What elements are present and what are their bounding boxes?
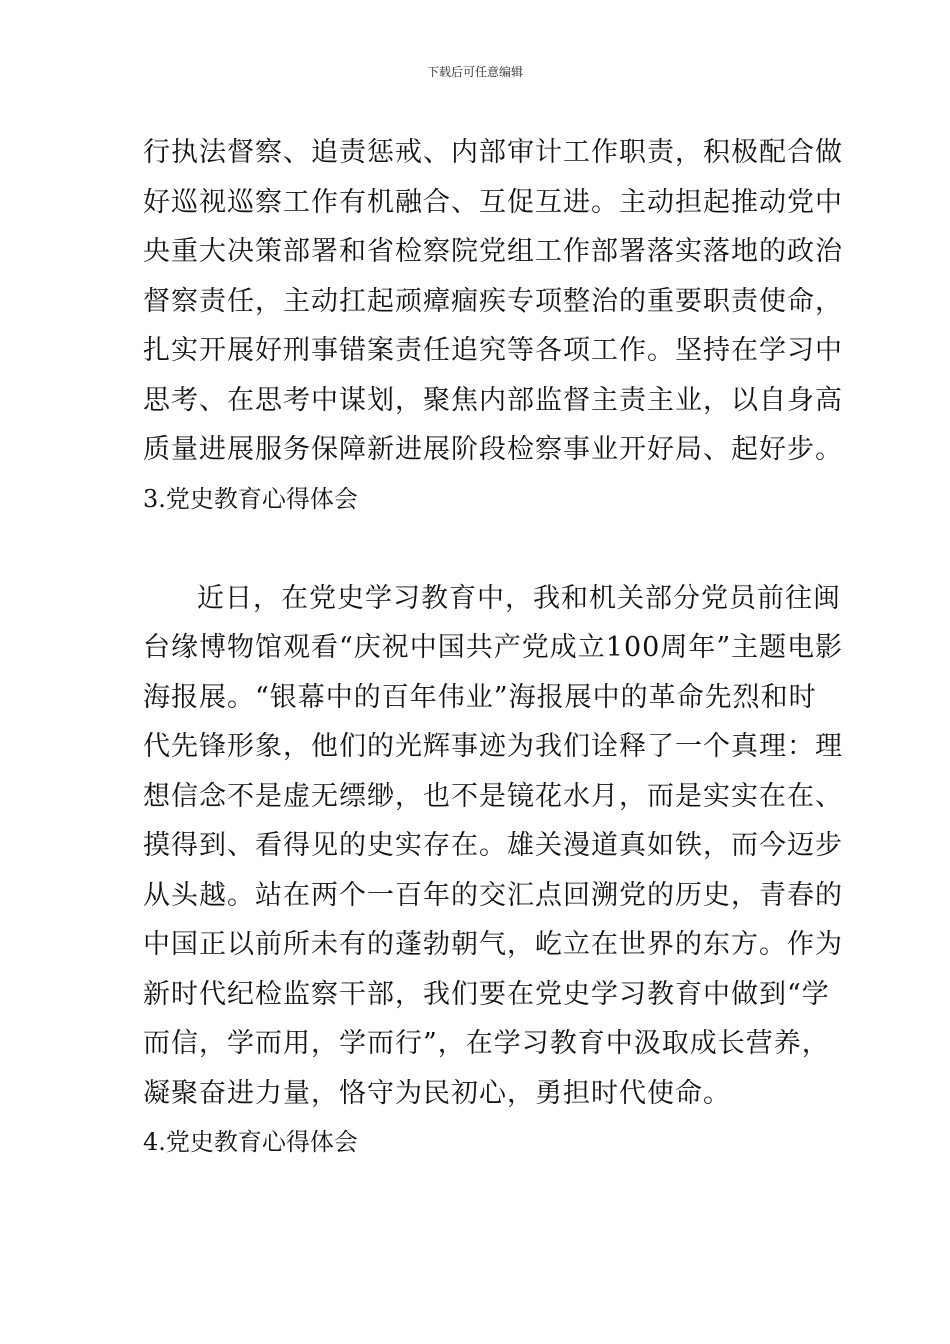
text-line: 质量进展服务保障新进展阶段检察事业开好局、起好步。: [143, 434, 843, 465]
text-line: 海报展。“银幕中的百年伟业”海报展中的革命先烈和时: [143, 681, 817, 713]
section-heading-3: 3.党史教育心得体会: [143, 484, 358, 513]
text-line: 扎实开展好刑事错案责任追究等各项工作。坚持在学习中: [143, 335, 843, 366]
text-line: 而信，学而用，学而行”，在学习教育中汲取成长营养，: [143, 1028, 830, 1059]
text-line: 督察责任，主动扛起顽瘴痼疾专项整治的重要职责使命，: [143, 285, 843, 317]
text-line: 行执法督察、追责惩戒、内部审计工作职责，积极配合做: [143, 137, 843, 168]
paragraph-party-history: [143, 574, 844, 1119]
text-line: 想信念不是虚无缥缈，也不是镜花水月，而是实实在在、: [143, 780, 843, 812]
text-line: 中国正以前所未有的蓬勃朝气，屹立在世界的东方。作为: [143, 929, 843, 960]
text-line: 台缘博物馆观看“庆祝中国共产党成立100周年”主题电影: [143, 632, 844, 663]
text-line: 近日，在党史学习教育中，我和机关部分党员前往闽: [197, 582, 841, 614]
section-heading-4: 4.党史教育心得体会: [143, 1128, 358, 1156]
text-line: 新时代纪检监察干部，我们要在党史学习教育中做到“学: [143, 978, 830, 1010]
text-line: 央重大决策部署和省检察院党组工作部署落实落地的政治: [143, 236, 843, 267]
page-header: 下载后可任意编辑: [426, 65, 523, 79]
document-body: [143, 128, 844, 1168]
paragraph-continuation: [143, 128, 843, 475]
text-line: 从头越。站在两个一百年的交汇点回溯党的历史，青春的: [143, 879, 843, 911]
text-line: 代先锋形象，他们的光辉事迹为我们诠释了一个真理：理: [143, 731, 843, 762]
blank-line: [143, 524, 823, 574]
text-line: 凝聚奋进力量，恪守为民初心，勇担时代使命。: [143, 1077, 731, 1109]
text-line: 摸得到、看得见的史实存在。雄关漫道真如铁，而今迈步: [143, 830, 843, 861]
text-line: 好巡视巡察工作有机融合、互促互进。主动担起推动党中: [143, 186, 843, 218]
text-line: 思考、在思考中谋划，聚焦内部监督主责主业，以自身高: [143, 384, 843, 416]
